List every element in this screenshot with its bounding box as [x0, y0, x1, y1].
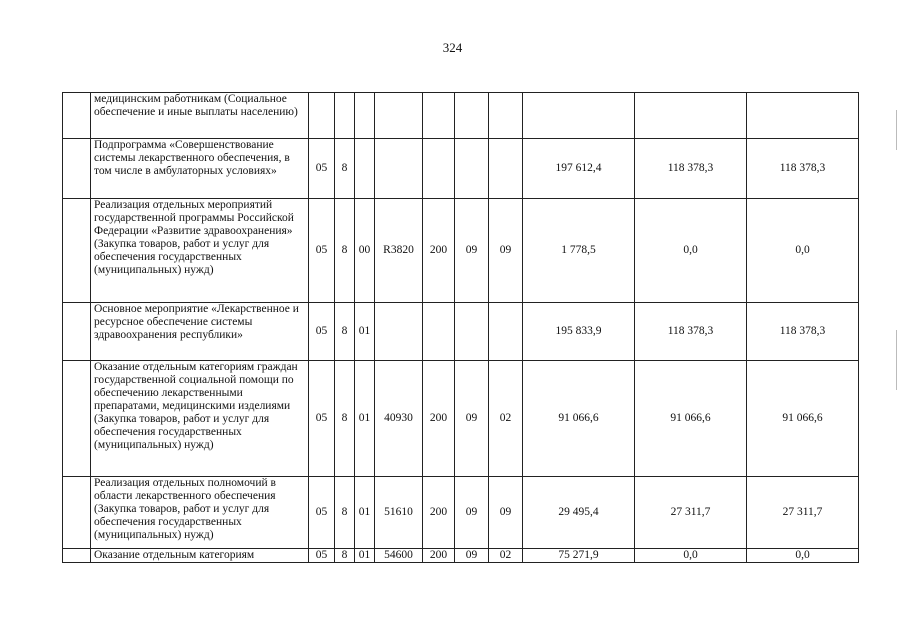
amount-cell-v3: 27 311,7	[747, 477, 859, 549]
code-cell-c4	[375, 93, 423, 139]
row-left-cell	[63, 199, 91, 303]
code-cell-c4: 54600	[375, 549, 423, 563]
code-cell-c2: 8	[335, 199, 355, 303]
code-cell-c4: 40930	[375, 361, 423, 477]
code-cell-c5: 200	[423, 199, 455, 303]
table-row	[63, 93, 859, 139]
code-cell-c5: 200	[423, 477, 455, 549]
row-left-cell	[63, 303, 91, 361]
row-name-cell: Реализация отдельных мероприятий государственной программы Российской Федерации «Развитие здравоохранения» (Закупка товаров, работ и услуг для обеспечения государственных (муниципальных) нужд)	[91, 199, 309, 303]
code-cell-c4: R3820	[375, 199, 423, 303]
table-row	[63, 139, 859, 199]
code-cell-c3: 00	[355, 199, 375, 303]
code-cell-c7: 09	[489, 199, 523, 303]
code-cell-c1: 05	[309, 139, 335, 199]
code-cell-c3	[355, 93, 375, 139]
code-cell-c4	[375, 303, 423, 361]
code-cell-c1: 05	[309, 549, 335, 563]
code-cell-c1: 05	[309, 361, 335, 477]
code-cell-c7: 02	[489, 361, 523, 477]
code-cell-c5	[423, 303, 455, 361]
amount-cell-v2	[635, 93, 747, 139]
code-cell-c7: 09	[489, 477, 523, 549]
row-name-cell: Основное мероприятие «Лекарственное и ресурсное обеспечение системы здравоохранения республики»	[91, 303, 309, 361]
code-cell-c6	[455, 93, 489, 139]
amount-cell-v3	[747, 93, 859, 139]
amount-cell-v3: 0,0	[747, 549, 859, 563]
code-cell-c2: 8	[335, 477, 355, 549]
row-name-cell: медицинским работникам (Социальное обеспечение и иные выплаты населению)	[91, 93, 309, 139]
code-cell-c3	[355, 139, 375, 199]
code-cell-c2: 8	[335, 303, 355, 361]
amount-cell-v1: 195 833,9	[523, 303, 635, 361]
amount-cell-v2: 0,0	[635, 199, 747, 303]
code-cell-c6: 09	[455, 361, 489, 477]
code-cell-c3: 01	[355, 549, 375, 563]
budget-table-wrap	[62, 92, 859, 563]
row-name-cell: Оказание отдельным категориям граждан государственной социальной помощи по обеспечению лекарственными препаратами, медицинскими изделиями (Закупка товаров, работ и услуг для обеспечения государственных (муниципальных) нужд)	[91, 361, 309, 477]
row-left-cell	[63, 361, 91, 477]
table-row	[63, 361, 859, 477]
code-cell-c3: 01	[355, 477, 375, 549]
code-cell-c6: 09	[455, 549, 489, 563]
amount-cell-v3: 118 378,3	[747, 139, 859, 199]
code-cell-c6: 09	[455, 477, 489, 549]
amount-cell-v2: 27 311,7	[635, 477, 747, 549]
code-cell-c6	[455, 139, 489, 199]
code-cell-c7: 02	[489, 549, 523, 563]
code-cell-c1	[309, 93, 335, 139]
code-cell-c5	[423, 93, 455, 139]
row-name-cell: Оказание отдельным категориям	[91, 549, 309, 563]
budget-table	[62, 92, 859, 563]
scan-edge-mark	[896, 330, 897, 390]
page-number: 324	[442, 40, 463, 55]
code-cell-c2: 8	[335, 139, 355, 199]
amount-cell-v2: 0,0	[635, 549, 747, 563]
table-row	[63, 199, 859, 303]
row-name-cell: Подпрограмма «Совершенствование системы лекарственного обеспечения, в том числе в амбулаторных условиях»	[91, 139, 309, 199]
amount-cell-v3: 118 378,3	[747, 303, 859, 361]
amount-cell-v1: 91 066,6	[523, 361, 635, 477]
code-cell-c5: 200	[423, 361, 455, 477]
amount-cell-v3: 0,0	[747, 199, 859, 303]
amount-cell-v1: 75 271,9	[523, 549, 635, 563]
amount-cell-v2: 118 378,3	[635, 139, 747, 199]
code-cell-c4: 51610	[375, 477, 423, 549]
code-cell-c1: 05	[309, 303, 335, 361]
code-cell-c2	[335, 93, 355, 139]
code-cell-c7	[489, 139, 523, 199]
row-left-cell	[63, 93, 91, 139]
code-cell-c6: 09	[455, 199, 489, 303]
scan-edge-mark	[896, 110, 897, 150]
row-left-cell	[63, 139, 91, 199]
amount-cell-v3: 91 066,6	[747, 361, 859, 477]
amount-cell-v1: 1 778,5	[523, 199, 635, 303]
row-name-cell: Реализация отдельных полномочий в области лекарственного обеспечения (Закупка товаров, работ и услуг для обеспечения государственных (муниципальных) нужд)	[91, 477, 309, 549]
table-row	[63, 549, 859, 563]
code-cell-c2: 8	[335, 361, 355, 477]
row-left-cell	[63, 477, 91, 549]
amount-cell-v1: 29 495,4	[523, 477, 635, 549]
amount-cell-v2: 91 066,6	[635, 361, 747, 477]
code-cell-c3: 01	[355, 361, 375, 477]
code-cell-c5	[423, 139, 455, 199]
code-cell-c1: 05	[309, 477, 335, 549]
code-cell-c2: 8	[335, 549, 355, 563]
code-cell-c3: 01	[355, 303, 375, 361]
code-cell-c5: 200	[423, 549, 455, 563]
amount-cell-v1	[523, 93, 635, 139]
code-cell-c1: 05	[309, 199, 335, 303]
amount-cell-v1: 197 612,4	[523, 139, 635, 199]
row-left-cell	[63, 549, 91, 563]
code-cell-c7	[489, 93, 523, 139]
code-cell-c4	[375, 139, 423, 199]
table-row	[63, 477, 859, 549]
table-row	[63, 303, 859, 361]
code-cell-c6	[455, 303, 489, 361]
amount-cell-v2: 118 378,3	[635, 303, 747, 361]
code-cell-c7	[489, 303, 523, 361]
